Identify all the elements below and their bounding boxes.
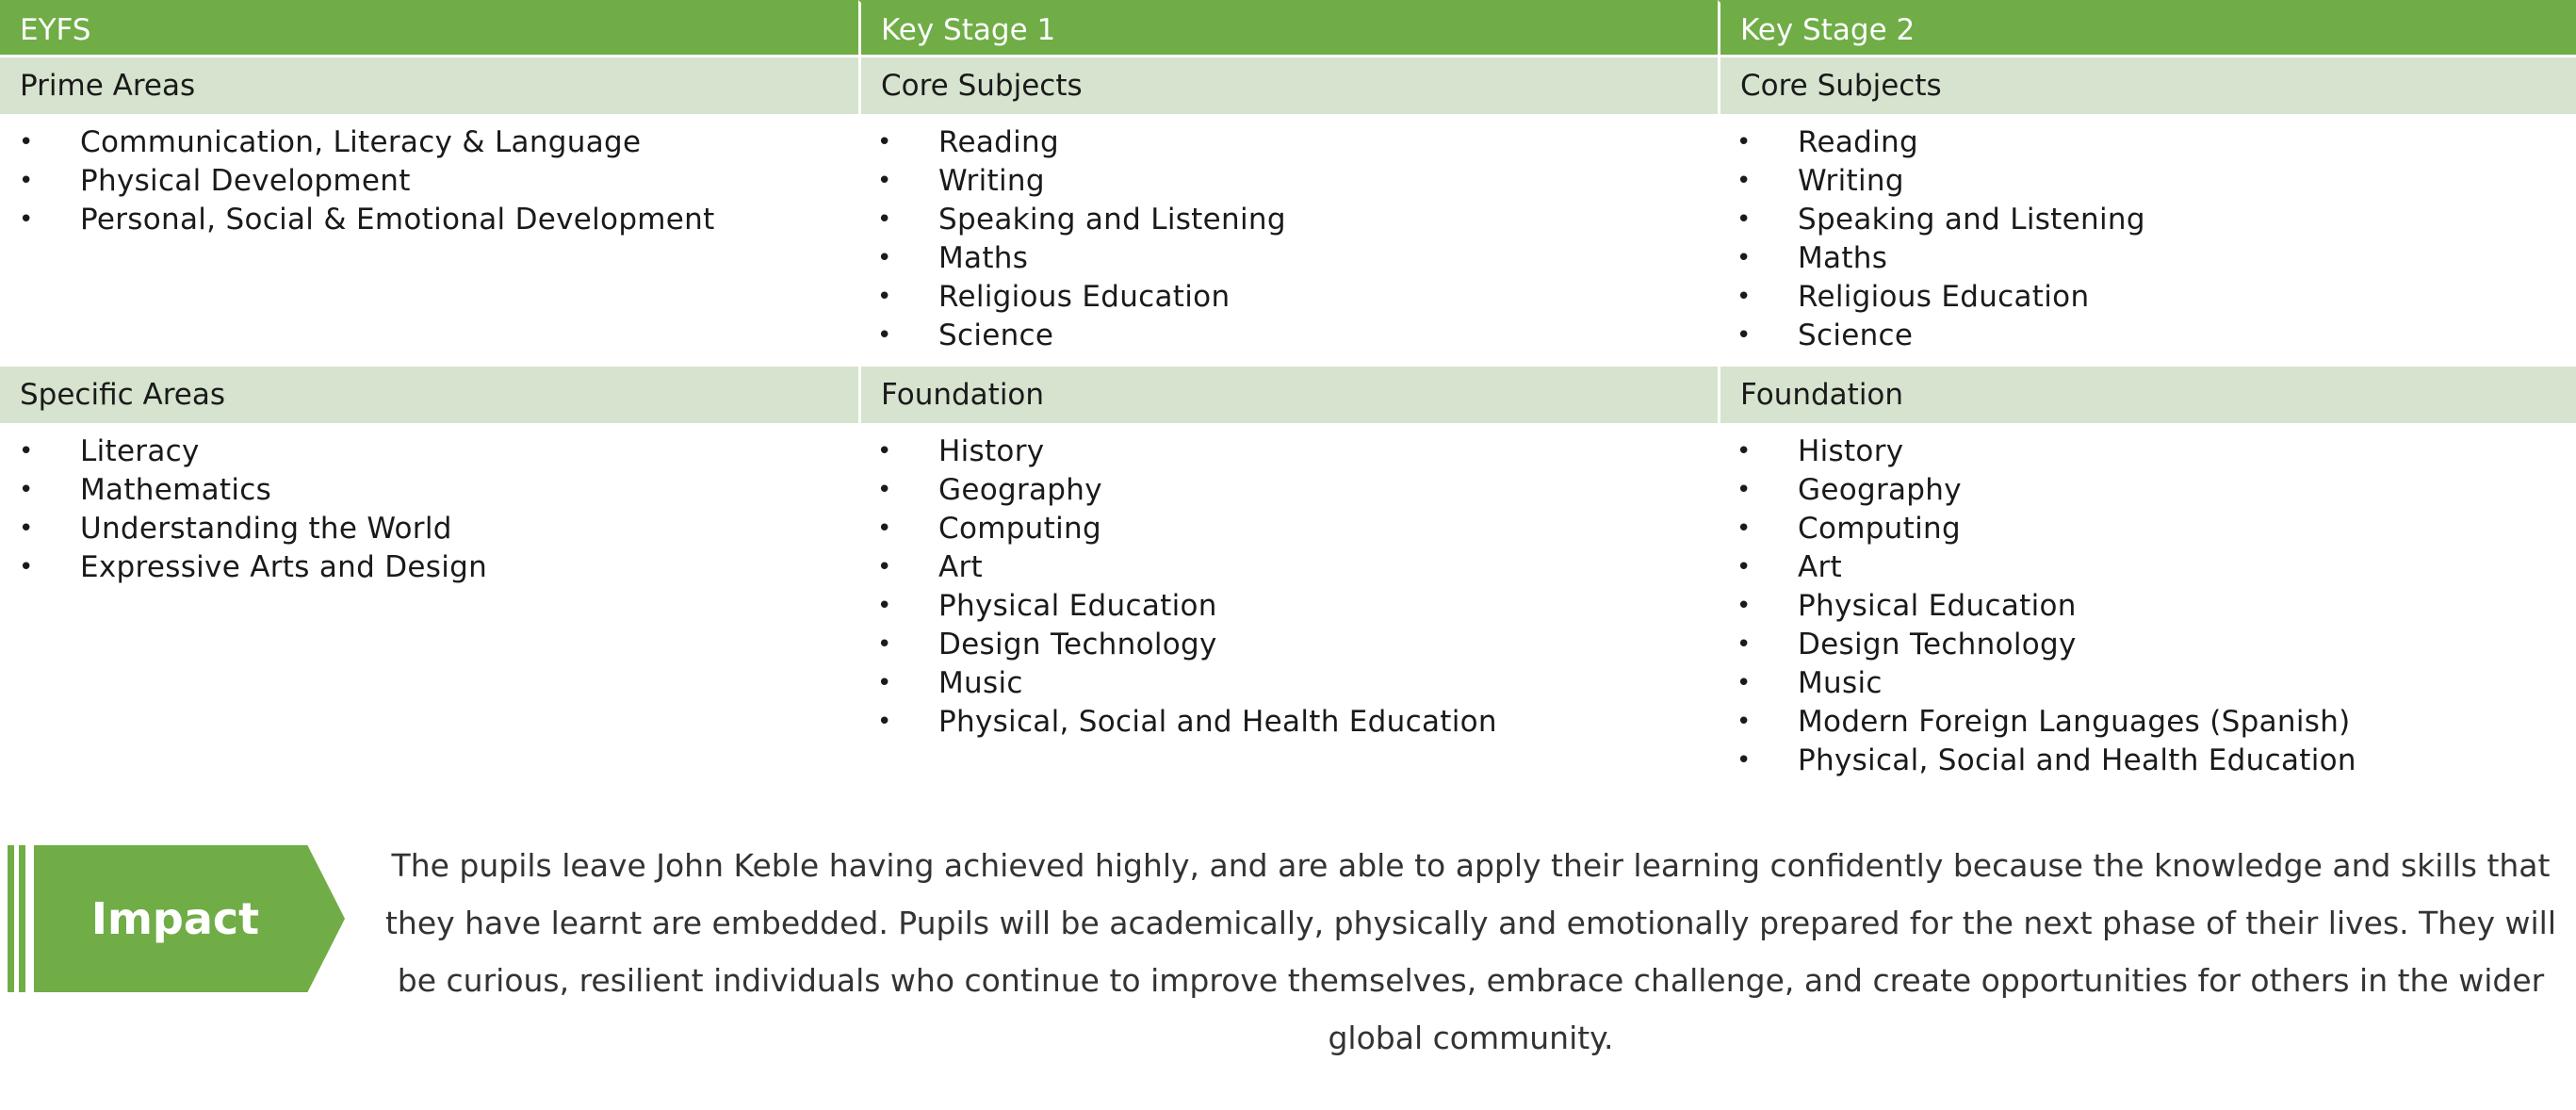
bullet-icon: •	[19, 514, 34, 543]
section-title-core-subjects: Core Subjects	[858, 57, 1718, 114]
list-item-text: Geography	[1798, 473, 1962, 507]
prime-areas-list	[0, 114, 858, 364]
bullet-icon: •	[1736, 514, 1752, 543]
list-item-text: Understanding the World	[80, 512, 452, 546]
section-title-foundation: Foundation	[858, 367, 1718, 423]
list-item	[858, 626, 1718, 664]
section-title-specific-areas: Specific Areas	[0, 367, 858, 423]
bullet-icon: •	[19, 437, 34, 465]
section-title-prime-areas: Prime Areas	[0, 57, 858, 114]
bullet-icon: •	[1736, 128, 1752, 156]
bullet-icon: •	[1736, 283, 1752, 311]
list-item-text: Religious Education	[1798, 280, 2090, 314]
list-item-text: Personal, Social & Emotional Development	[80, 203, 715, 237]
impact-stripes	[8, 845, 25, 992]
bullet-icon: •	[877, 321, 892, 350]
bullet-icon: •	[1736, 244, 1752, 272]
list-item-text: Geography	[938, 473, 1102, 507]
stripe	[8, 845, 14, 992]
list-item	[858, 548, 1718, 587]
list-item-text: Design Technology	[1798, 628, 2077, 661]
list-item-text: Expressive Arts and Design	[80, 550, 488, 584]
list-item	[1718, 162, 2576, 201]
list-item	[1718, 510, 2576, 548]
list-item	[1718, 239, 2576, 278]
bullet-icon: •	[877, 630, 892, 659]
bullet-icon: •	[877, 592, 892, 620]
list-item	[1718, 703, 2576, 742]
list-item-text: Physical Development	[80, 164, 411, 198]
list-item	[858, 433, 1718, 471]
list-item-text: Music	[1798, 666, 1883, 700]
bullet-icon: •	[1736, 708, 1752, 736]
list-item-text: Modern Foreign Languages (Spanish)	[1798, 705, 2351, 739]
section-title-foundation: Foundation	[1718, 367, 2576, 423]
bullet-icon: •	[877, 514, 892, 543]
list-item	[858, 510, 1718, 548]
list-item	[0, 548, 858, 587]
list-item	[858, 317, 1718, 355]
list-item-text: Physical Education	[1798, 589, 2077, 623]
column-header: Key Stage 2	[1718, 0, 2576, 55]
list-item	[1718, 626, 2576, 664]
list-item-text: Mathematics	[80, 473, 272, 507]
column-key-stage-2	[1718, 0, 2576, 780]
list-item	[858, 278, 1718, 317]
bullet-icon: •	[877, 283, 892, 311]
bullet-icon: •	[877, 128, 892, 156]
list-item-text: Maths	[938, 241, 1029, 275]
list-item	[858, 703, 1718, 742]
list-item-text: Reading	[1798, 125, 1918, 159]
list-item	[1718, 471, 2576, 510]
bullet-icon: •	[877, 244, 892, 272]
list-item-text: Computing	[1798, 512, 1961, 546]
impact-paragraph: The pupils leave John Keble having achieved highly, and are able to apply their learning confidently because the knowledge and skills that they have learnt are embedded. Pupils will be academically, physically and emotionally prepared for the next phase of their lives. They will be curious, resilient individuals who continue to improve themselves, embrace challenge, and create opportunities for others in the wider global community.	[384, 847, 2557, 1056]
list-item-text: Maths	[1798, 241, 1888, 275]
list-item-text: Science	[1798, 318, 1914, 352]
bullet-icon: •	[877, 205, 892, 234]
specific-areas-list	[0, 423, 858, 587]
list-item-text: Physical Education	[938, 589, 1217, 623]
list-item-text: Speaking and Listening	[1798, 203, 2145, 237]
list-item-text: Speaking and Listening	[938, 203, 1286, 237]
list-item	[1718, 123, 2576, 162]
list-item	[1718, 664, 2576, 703]
column-eyfs	[0, 0, 858, 780]
list-item	[0, 162, 858, 201]
list-item	[1718, 278, 2576, 317]
list-item-text: Computing	[938, 512, 1101, 546]
core-subjects-list	[858, 114, 1718, 364]
list-item-text: Design Technology	[938, 628, 1217, 661]
foundation-list	[858, 423, 1718, 742]
bullet-icon: •	[1736, 437, 1752, 465]
stripe	[19, 845, 25, 992]
list-item-text: Literacy	[80, 434, 200, 468]
list-item	[1718, 433, 2576, 471]
list-item	[1718, 742, 2576, 780]
list-item	[1718, 587, 2576, 626]
bullet-icon: •	[1736, 630, 1752, 659]
list-item-text: Religious Education	[938, 280, 1231, 314]
list-item-text: Science	[938, 318, 1054, 352]
bullet-icon: •	[877, 669, 892, 697]
list-item-text: History	[938, 434, 1045, 468]
bullet-icon: •	[1736, 476, 1752, 504]
list-item	[858, 201, 1718, 239]
list-item	[0, 510, 858, 548]
list-item-text: History	[1798, 434, 1904, 468]
column-header: EYFS	[0, 0, 858, 55]
list-item	[858, 162, 1718, 201]
list-item	[1718, 201, 2576, 239]
list-item-text: Physical, Social and Health Education	[1798, 743, 2356, 777]
bullet-icon: •	[1736, 321, 1752, 350]
list-item-text: Writing	[938, 164, 1045, 198]
column-header: Key Stage 1	[858, 0, 1718, 55]
list-item-text: Writing	[1798, 164, 1904, 198]
list-item	[1718, 317, 2576, 355]
core-subjects-list	[1718, 114, 2576, 364]
list-item	[858, 664, 1718, 703]
bullet-icon: •	[877, 167, 892, 195]
bullet-icon: •	[19, 167, 34, 195]
bullet-icon: •	[1736, 205, 1752, 234]
bullet-icon: •	[1736, 167, 1752, 195]
list-item-text: Physical, Social and Health Education	[938, 705, 1497, 739]
bullet-icon: •	[1736, 746, 1752, 775]
list-item	[858, 123, 1718, 162]
bullet-icon: •	[877, 437, 892, 465]
impact-label: Impact	[90, 893, 260, 944]
list-item	[0, 471, 858, 510]
bullet-icon: •	[19, 553, 34, 581]
bullet-icon: •	[877, 476, 892, 504]
list-item	[858, 239, 1718, 278]
impact-badge	[8, 845, 343, 992]
bullet-icon: •	[19, 128, 34, 156]
bullet-icon: •	[19, 205, 34, 234]
bullet-icon: •	[1736, 669, 1752, 697]
foundation-list	[1718, 423, 2576, 780]
list-item	[1718, 548, 2576, 587]
list-item	[858, 587, 1718, 626]
list-item-text: Communication, Literacy & Language	[80, 125, 642, 159]
list-item-text: Music	[938, 666, 1023, 700]
section-title-core-subjects: Core Subjects	[1718, 57, 2576, 114]
bullet-icon: •	[877, 553, 892, 581]
bullet-icon: •	[877, 708, 892, 736]
list-item	[0, 433, 858, 471]
list-item	[858, 471, 1718, 510]
bullet-icon: •	[19, 476, 34, 504]
column-key-stage-1	[858, 0, 1718, 780]
list-item	[0, 123, 858, 162]
list-item-text: Art	[938, 550, 984, 584]
bullet-icon: •	[1736, 553, 1752, 581]
list-item-text: Reading	[938, 125, 1059, 159]
bullet-icon: •	[1736, 592, 1752, 620]
list-item-text: Art	[1798, 550, 1843, 584]
list-item	[0, 201, 858, 239]
